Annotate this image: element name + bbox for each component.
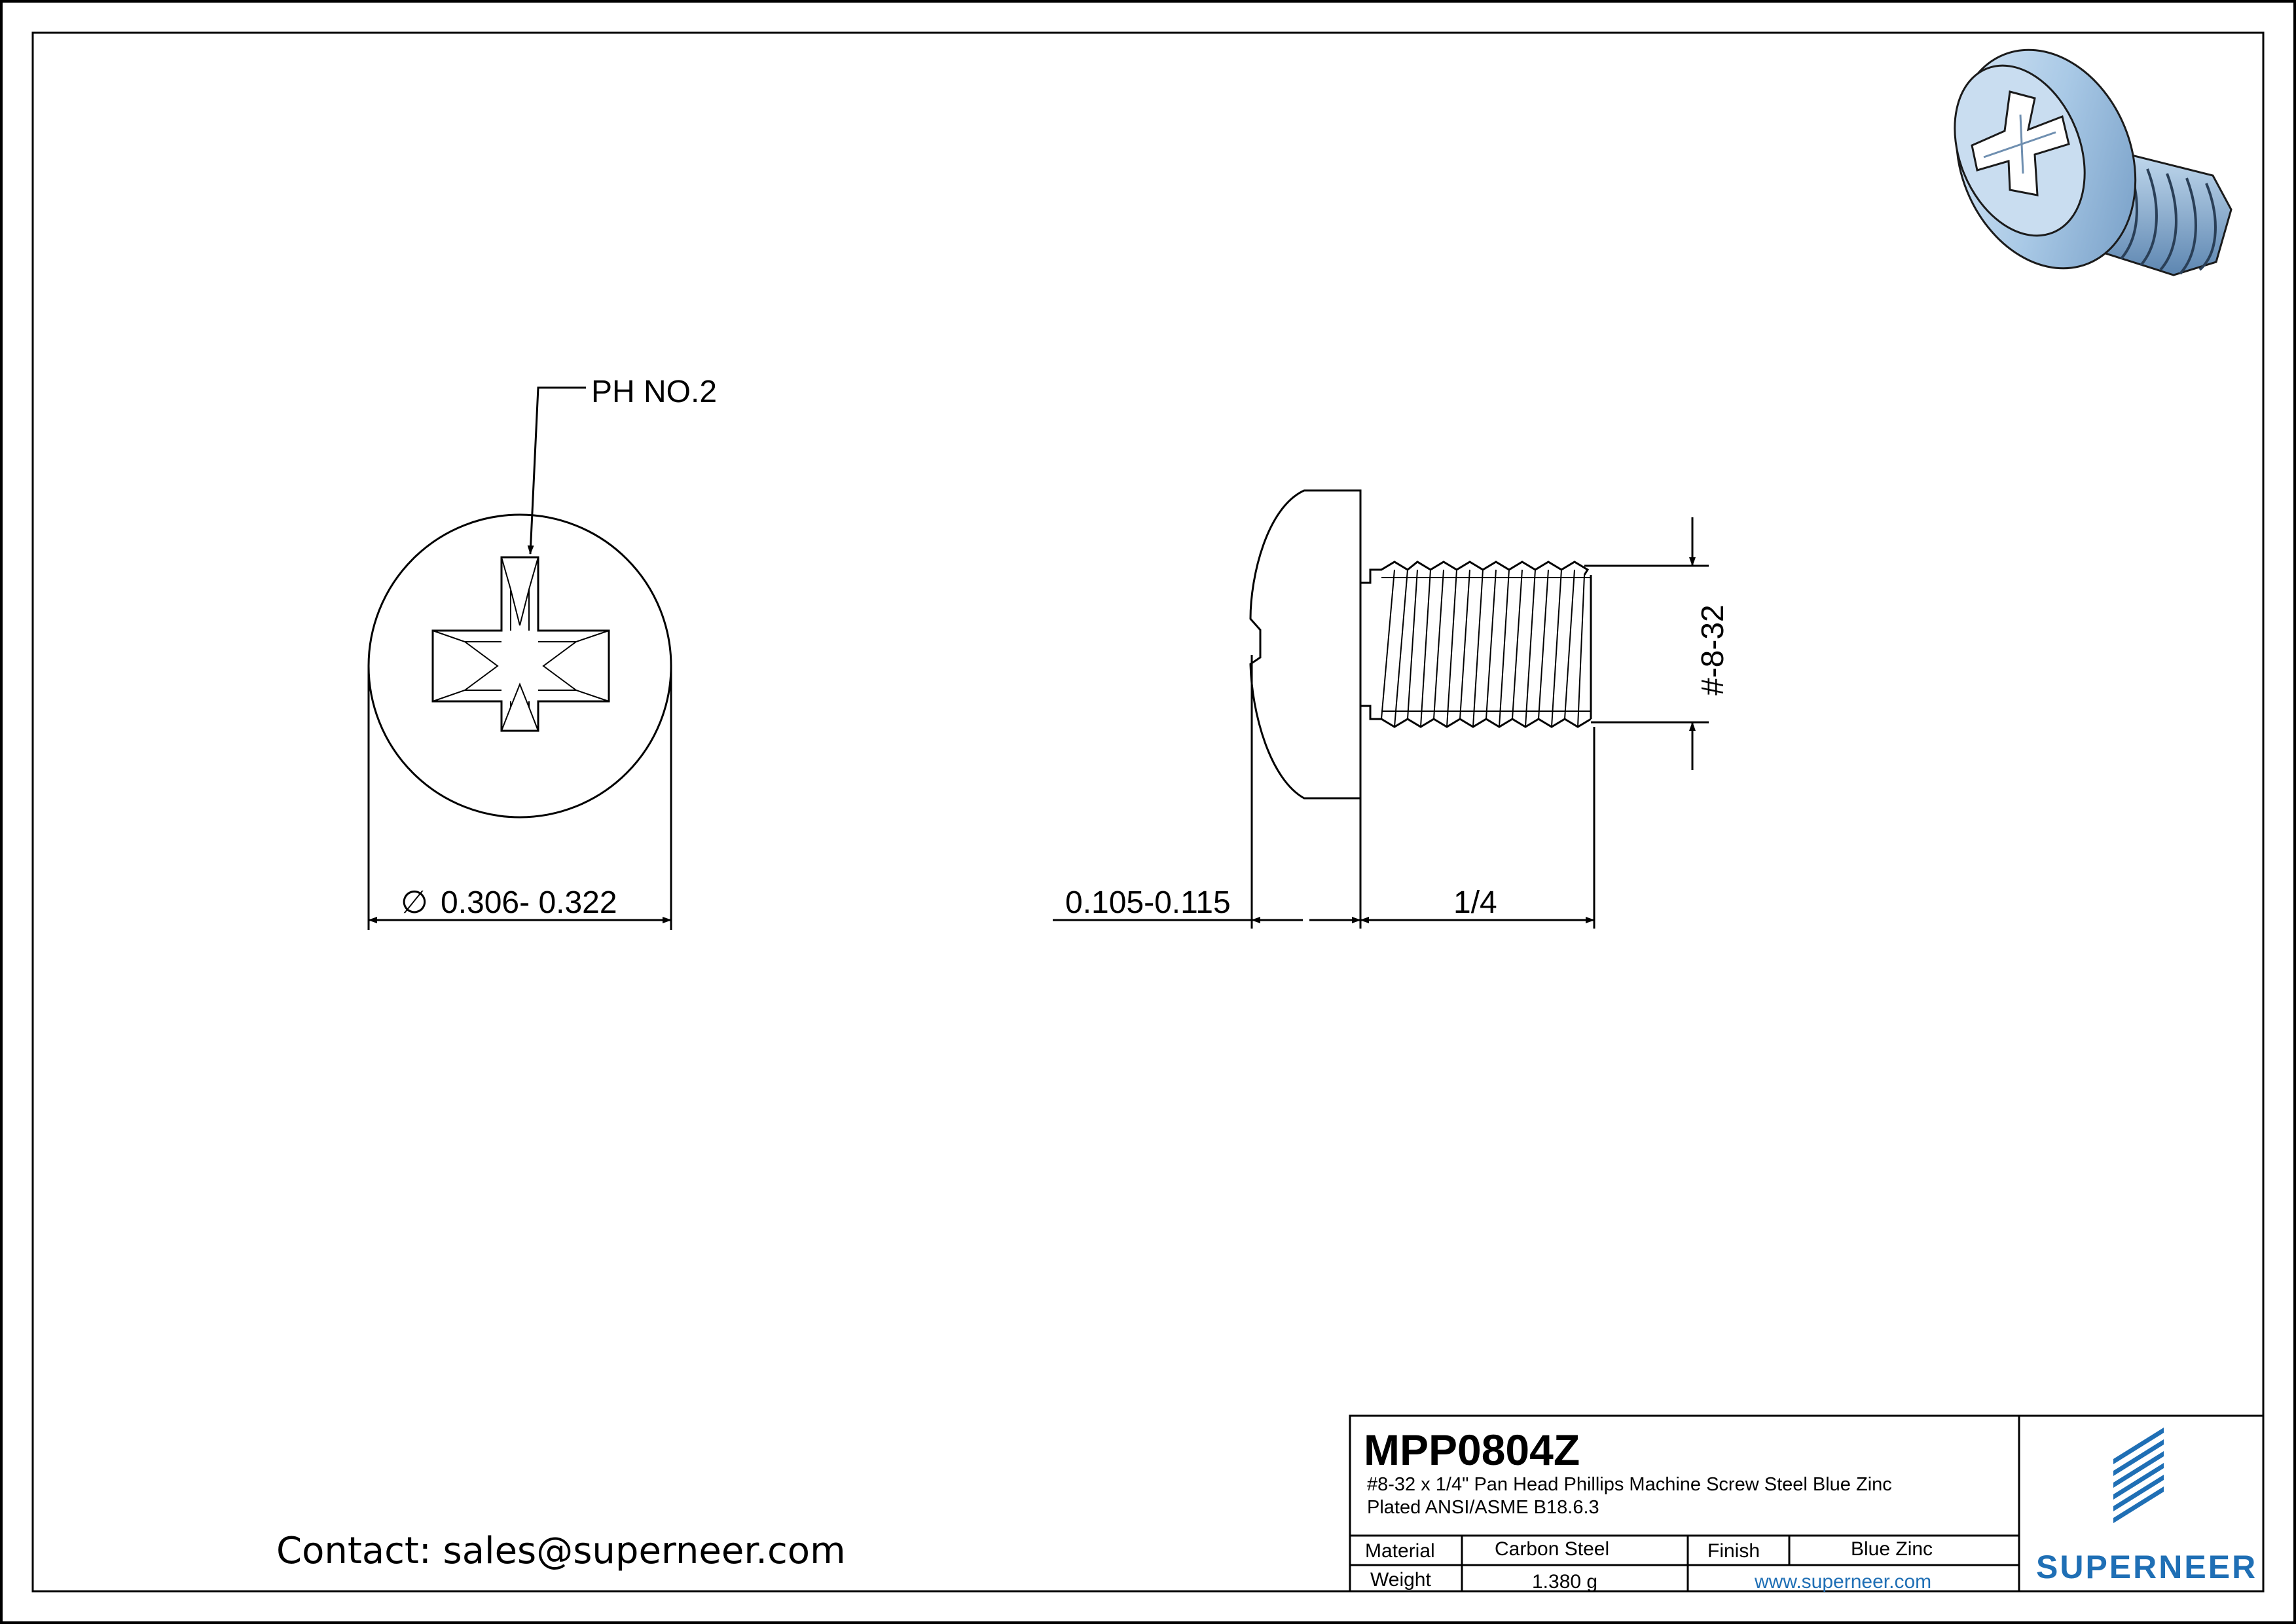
inner-border <box>33 33 2263 1591</box>
length-value: 1/4 <box>1453 885 1497 920</box>
phillips-recess <box>433 557 609 731</box>
finish-label: Finish <box>1707 1540 1760 1562</box>
outer-border <box>1 1 2295 1623</box>
weight-label: Weight <box>1370 1569 1431 1591</box>
website-link[interactable]: www.superneer.com <box>1755 1571 1932 1593</box>
finish-value: Blue Zinc <box>1851 1538 1933 1560</box>
side-view <box>1250 490 1591 798</box>
part-number: MPP0804Z <box>1364 1426 1580 1474</box>
material-label: Material <box>1365 1540 1435 1562</box>
screw-3d-render <box>1925 23 2231 295</box>
threaded-shank <box>1360 562 1591 727</box>
description-line-2: Plated ANSI/ASME B18.6.3 <box>1367 1497 1599 1518</box>
thread-dimension <box>1584 517 1709 770</box>
weight-value: 1.380 g <box>1532 1571 1598 1593</box>
callout-leader <box>530 388 586 554</box>
head-outline <box>369 515 671 817</box>
diameter-symbol: ∅ <box>401 885 428 920</box>
diameter-value: 0.306- 0.322 <box>441 885 617 920</box>
contact-email[interactable]: Contact: sales@superneer.com <box>276 1530 846 1572</box>
striped-square-logo-icon <box>2113 1428 2164 1523</box>
thread-size-label: #-8-32 <box>1696 604 1730 695</box>
pan-head-profile <box>1250 490 1360 798</box>
head-height-value: 0.105-0.115 <box>1065 885 1231 920</box>
phillips-callout: PH NO.2 <box>591 375 718 409</box>
description-line-1: #8-32 x 1/4" Pan Head Phillips Machine Screw Steel Blue Zinc <box>1367 1474 1892 1495</box>
front-view <box>369 515 671 817</box>
brand-name: SUPERNEER <box>2036 1549 2258 1585</box>
material-value: Carbon Steel <box>1495 1538 1610 1560</box>
